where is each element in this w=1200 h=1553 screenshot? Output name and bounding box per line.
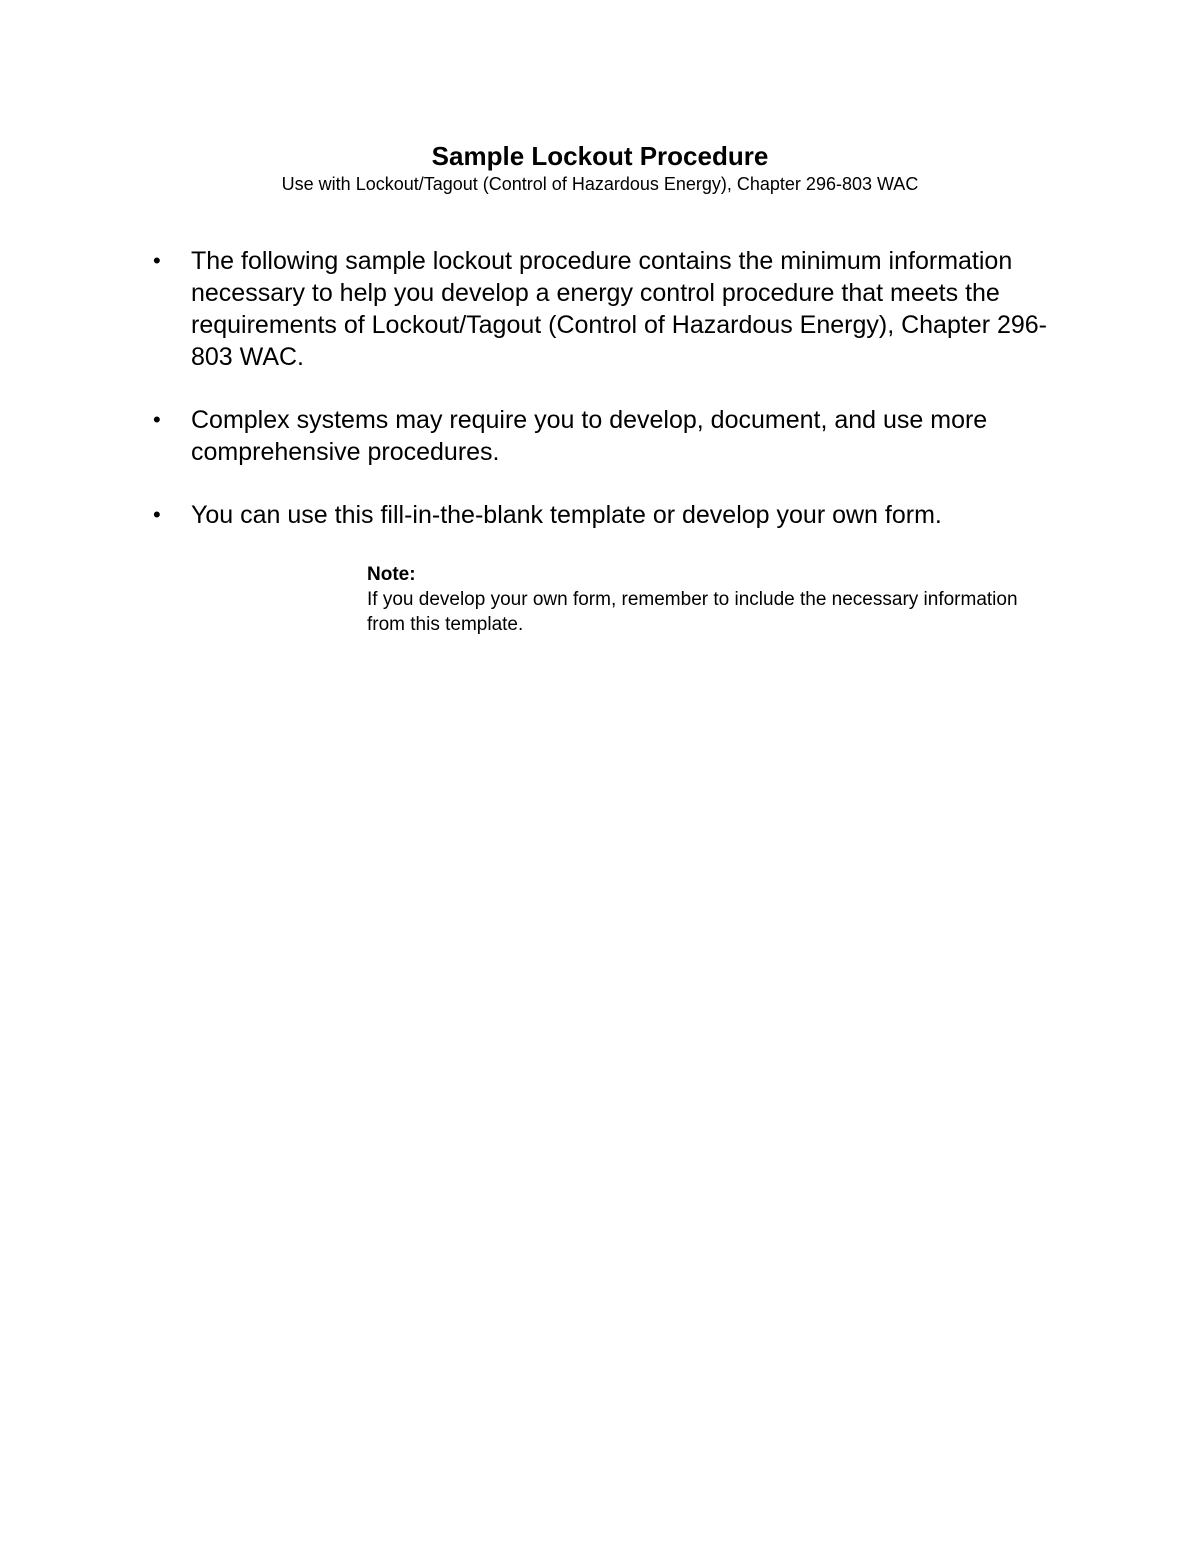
note-box <box>367 562 1027 637</box>
bullet-text: You can use this fill-in-the-blank template or develop your own form. <box>191 501 942 529</box>
list-item <box>153 404 1053 468</box>
bullet-icon: • <box>153 407 161 432</box>
list-item <box>153 499 1053 531</box>
note-label: Note: <box>367 564 416 585</box>
bullet-icon: • <box>153 502 161 527</box>
page-subtitle: Use with Lockout/Tagout (Control of Hazardous Energy), Chapter 296-803 WAC <box>281 174 919 194</box>
note-text: If you develop your own form, remember to include the necessary information from this template. <box>367 589 1018 635</box>
bullet-text: Complex systems may require you to develop, document, and use more comprehensive procedures. <box>191 406 988 466</box>
page-title: Sample Lockout Procedure <box>431 141 769 171</box>
list-item <box>153 245 1053 373</box>
bullet-list <box>153 245 1053 562</box>
bullet-icon: • <box>153 248 161 273</box>
bullet-text: The following sample lockout procedure contains the minimum information necessary to help you develop a energy control procedure that meets the requirements of Lockout/Tagout (Control of Hazardous Energy), Chapter 296-803 WAC. <box>191 247 1048 371</box>
